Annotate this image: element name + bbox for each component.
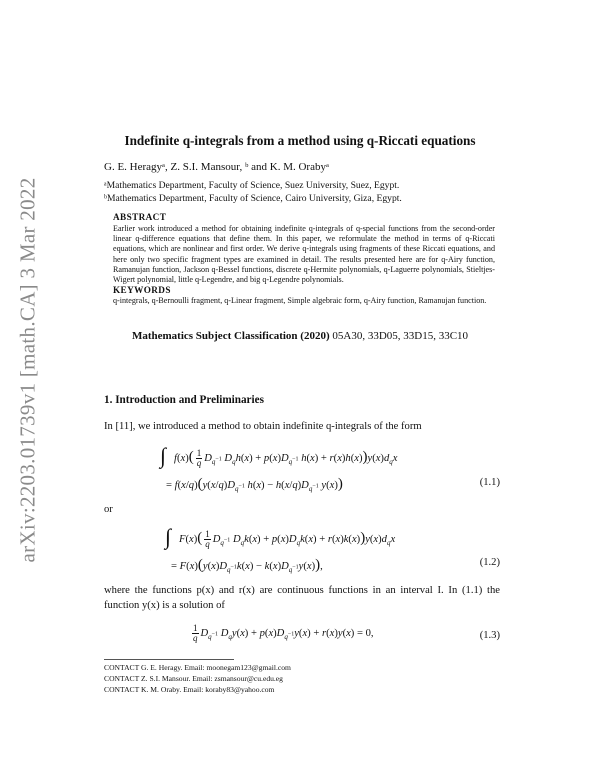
msc-label: Mathematics Subject Classification (2020) [131, 330, 330, 342]
equation-number-1-1: (1.1) [479, 477, 500, 488]
footnote-divider [104, 659, 234, 660]
msc-classification [0, 330, 600, 342]
equation-number-1-2: (1.2) [479, 557, 500, 568]
or-text: or [104, 504, 113, 515]
affiliation-b: ᵇMathematics Department, Faculty of Science, Cairo University, Giza, Egypt. [104, 193, 402, 204]
equation-1-1: ∫ f(x)( $\frac{1}{q}$ $D_{q^{-1}}$ $D_qh(x) + p(x)D_{q^{-1}}$ $h(x) + r(x)h(x))y(x)d_qx$ = $f(x/q)(y(x/q)D_{q^{-1}}$ $h(x) - h(x/q)D_{q^{-1}}$ y(x)) [160, 443, 398, 494]
author-list: G. E. Heragyᵃ, Z. S.I. Mansour, ᵇ and K. M. Orabyᵃ [104, 161, 329, 173]
msc-codes: 05A30, 33D05, 33D15, 33C10 [329, 330, 469, 342]
intro-paragraph: In [11], we introduced a method to obtain indefinite q-integrals of the form [104, 421, 422, 432]
affiliation-a: ᵃMathematics Department, Faculty of Science, Suez University, Suez, Egypt. [104, 180, 400, 191]
keywords-heading: KEYWORDS [113, 285, 171, 295]
equation-number-1-3: (1.3) [479, 630, 500, 641]
contact-mansour: CONTACT Z. S.I. Mansour. Email: zsmansour@cu.edu.eg [104, 674, 283, 683]
section-heading-introduction: 1. Introduction and Preliminaries [104, 394, 264, 406]
arxiv-identifier-sidebar [8, 175, 48, 565]
equation-1-2: ∫ F(x)( $\frac{1}{q}$ $D_{q^{-1}}$ $D_qk(x) + p(x)D_qk(x) + r(x)k(x))y(x)d_qx$ = $F(x)(y(x)D_{q^{-1}}k(x) - k(x)D_{q^{-1}}y(x))$, [165, 524, 396, 575]
keywords-text: q-integrals, q-Bernoulli fragment, q-Linear fragment, Simple algebraic form, q-Airy function, Ramanujan function. [113, 296, 487, 305]
arxiv-identifier: arXiv:2203.01739v1 [math.CA] 3 Mar 2022 [15, 177, 40, 563]
abstract-text: Earlier work introduced a method for obtaining indefinite q-integrals of q-special functions from the second-order linear q-difference equations that define them. In this paper, we reformulate the method in terms of q-Riccati equations, which are nonlinear and first order. We derive q-integrals using fragments of these Riccati equations, and here only two specific fragment types are examined in detail. The results presented here are for q-Airy function, Ramanujan function, Jackson q-Bessel functions, discrete q-Hermite polynomials, q-Laguerre polynomials, Stieltjes-Wigert polynomial, little q-Legendre, and big q-Legendre polynomials. [113, 224, 495, 285]
contact-heragy: CONTACT G. E. Heragy. Email: moonegam123@gmail.com [104, 663, 291, 672]
where-paragraph: where the functions p(x) and r(x) are continuous functions in an interval I. In (1.1) the function y(x) is a solution of [104, 585, 500, 611]
contact-oraby: CONTACT K. M. Oraby. Email: koraby83@yahoo.com [104, 685, 275, 694]
paper-title: Indefinite q-integrals from a method using q-Riccati equations [124, 133, 476, 148]
abstract-heading: ABSTRACT [113, 212, 167, 222]
equation-1-3: $\frac{1}{q}$ $D_{q^{-1}}$ $D_qy(x) + p(x)D_{q^{-1}}y(x) + r(x)y(x) = 0$, [193, 623, 374, 643]
